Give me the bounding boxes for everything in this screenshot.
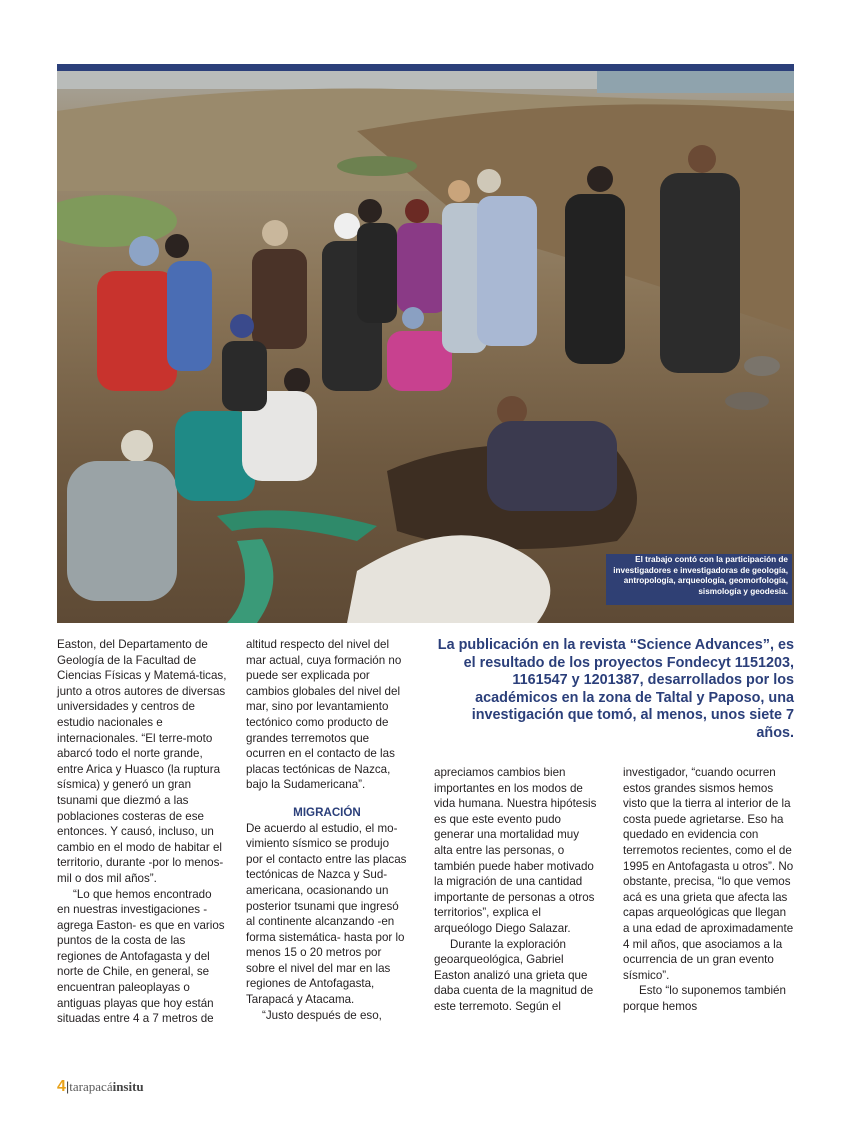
paragraph: “Lo que hemos encontrado en nuestras investigaciones -agrega Easton- es que en varios puntos de la costa de las regiones de Antofagasta y del norte de Chile, en general, se encuentran paleoplayas o antiguas playas que hoy están situadas entre 4 a 7 metros de: [57, 887, 225, 1026]
paragraph: altitud respecto del nivel del mar actual, cuya formación no puede ser explicada por cambios globales del nivel del mar, sino por levantamiento tectónico como producto de grandes terremotos que ocurren en el contacto de las placas tectónicas de Nazca, bajo la Sudamericana”.: [246, 638, 402, 792]
footer-separator: |: [65, 1079, 70, 1094]
page-number: 4: [57, 1078, 66, 1095]
section-heading: MIGRACIÓN: [293, 805, 361, 819]
page-footer: [57, 1078, 144, 1096]
body-column-3: [434, 765, 598, 1015]
paragraph: investigador, “cuando ocurren estos grandes sismos hemos visto que la tierra al interior de la costa puede agrietarse. Eso ha quedado en evidencia con terremotos recientes, como el de 1995 en Antofagasta u otros”. No obstante, precisa, “lo que vemos acá es una grieta que afecta las capas arqueológicas que llegan a una edad de aproximadamente 4 mil años, que asociamos a la ocurrencia de un gran evento sísmico”.: [623, 766, 794, 982]
paragraph: “Justo después de eso,: [262, 1008, 382, 1022]
magazine-brand: [69, 1079, 143, 1094]
photo-caption: El trabajo contó con la participación de investigadores e investigadoras de geología, antropología, arqueología, geomorfología, sismología y geodesia.: [606, 554, 792, 605]
field-photo-illustration: [57, 71, 794, 623]
brand-light: tarapacá: [69, 1079, 113, 1094]
top-accent-bar: [57, 64, 794, 71]
paragraph: Easton, del Departamento de Geología de la Facultad de Ciencias Físicas y Matemá-ticas, junto a otros autores de diversas universidades y centros de estudio nacionales e internacionales. “El terre-moto abarcó todo el norte grande, entre Arica y Huasco (la ruptura sísmica) y generó un gran tsunami que diezmó a las poblaciones costeras de ese entonces. Y causó, incluso, un cambio en el modo de habitar el territorio, durante -por lo menos- mil o dos mil años”.: [57, 638, 227, 885]
paragraph: Esto “lo suponemos también porque hemos: [623, 984, 786, 1013]
body-column-4: [623, 765, 794, 1015]
field-photo: [57, 71, 794, 623]
paragraph: Durante la exploración geoarqueológica, Gabriel Easton analizó una grieta que daba cuenta de la magnitud de este terremoto. Según el: [434, 937, 594, 1013]
paragraph: De acuerdo al estudio, el mo-vimiento sísmico se produjo por el contacto entre las placas tectónicas de Nazca y Sud-americana, ocasionando un posterior tsunami que ingresó al continente alcanzando -en forma sistemática- hasta por lo menos 15 o 20 metros por sobre el nivel del mar en las regiones de Antofagasta, Tarapacá y Atacama.: [246, 821, 407, 1007]
brand-bold: insitu: [112, 1079, 144, 1094]
body-column-1: [57, 637, 227, 1027]
body-column-2: [246, 637, 408, 1023]
paragraph: apreciamos cambios bien importantes en los modos de vida humana. Nuestra hipótesis es que este evento pudo generar una mortalidad muy alta entre las personas, o también puede haber motivado la migración de una cantidad importante de personas a otros territorios”, explica el arqueólogo Diego Salazar.: [434, 766, 597, 935]
pull-quote: La publicación en la revista “Science Advances”, es el resultado de los proyectos Fondecyt 1151203, 1161547 y 1201387, desarrollados por los académicos en la zona de Taltal y Paposo, una investigación que tomó, al menos, unos siete 7 años.: [437, 637, 794, 741]
